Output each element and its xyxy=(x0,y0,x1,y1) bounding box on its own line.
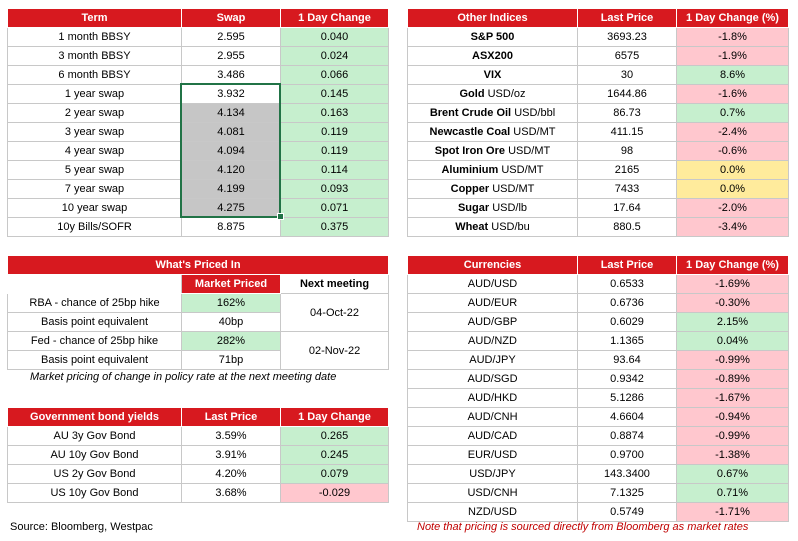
table-row xyxy=(408,85,789,104)
currency-price[interactable]: 0.8874 xyxy=(578,427,677,446)
table-row xyxy=(408,427,789,446)
index-unit: USD/bbl xyxy=(514,107,556,119)
currency-pair[interactable]: USD/JPY xyxy=(408,465,578,484)
currencies-header-pair: Currencies xyxy=(408,256,578,275)
table-row xyxy=(408,142,789,161)
index-price[interactable]: 1644.86 xyxy=(578,85,677,104)
table-row xyxy=(8,332,389,351)
swap-value[interactable]: 2.595 xyxy=(182,28,281,47)
priced-header-meeting: Next meeting xyxy=(281,275,389,294)
currency-change[interactable]: 2.15% xyxy=(677,313,789,332)
priced-in-table xyxy=(7,255,389,370)
index-change[interactable]: -3.4% xyxy=(677,218,789,237)
index-unit: USD/MT xyxy=(492,183,535,195)
currency-pair[interactable]: NZD/USD xyxy=(408,503,578,522)
index-price[interactable]: 86.73 xyxy=(578,104,677,123)
priced-header-market: Market Priced xyxy=(182,275,281,294)
index-name-cell[interactable] xyxy=(408,142,578,161)
currency-pair[interactable]: AUD/EUR xyxy=(408,294,578,313)
currency-price[interactable]: 4.6604 xyxy=(578,408,677,427)
swap-value-selected[interactable]: 4.134 xyxy=(182,104,281,123)
swap-header-swap: Swap xyxy=(182,9,281,28)
currency-change[interactable]: 0.71% xyxy=(677,484,789,503)
index-unit: USD/oz xyxy=(487,88,526,100)
index-price[interactable]: 2165 xyxy=(578,161,677,180)
index-name: Sugar xyxy=(457,202,490,214)
currency-pair[interactable]: USD/CNH xyxy=(408,484,578,503)
currency-price[interactable]: 7.1325 xyxy=(578,484,677,503)
bond-header-change: 1 Day Change xyxy=(281,408,389,427)
swap-change[interactable]: 0.114 xyxy=(281,161,389,180)
index-price[interactable]: 98 xyxy=(578,142,677,161)
swap-value-selected[interactable]: 4.199 xyxy=(182,180,281,199)
bond-price[interactable]: 3.59% xyxy=(182,427,281,446)
swap-change[interactable]: 0.040 xyxy=(281,28,389,47)
bond-name[interactable]: AU 10y Gov Bond xyxy=(8,446,182,465)
table-row xyxy=(408,408,789,427)
index-change[interactable]: -2.0% xyxy=(677,199,789,218)
indices-header-name: Other Indices xyxy=(408,9,578,28)
table-row xyxy=(8,465,389,484)
index-price[interactable]: 411.15 xyxy=(578,123,677,142)
swap-change[interactable]: 0.024 xyxy=(281,47,389,66)
currency-change[interactable]: -1.38% xyxy=(677,446,789,465)
index-name: Spot Iron Ore xyxy=(434,145,506,157)
table-row xyxy=(8,161,389,180)
priced-title-row xyxy=(8,256,389,275)
bond-name[interactable]: AU 3y Gov Bond xyxy=(8,427,182,446)
index-price[interactable]: 17.64 xyxy=(578,199,677,218)
index-name-cell[interactable] xyxy=(408,199,578,218)
priced-value[interactable]: 162% xyxy=(182,294,281,313)
table-row xyxy=(8,446,389,465)
table-row xyxy=(408,199,789,218)
table-row xyxy=(408,275,789,294)
table-row xyxy=(408,370,789,389)
currency-change[interactable]: -1.67% xyxy=(677,389,789,408)
swap-value[interactable]: 2.955 xyxy=(182,47,281,66)
currency-pair[interactable]: EUR/USD xyxy=(408,446,578,465)
priced-label[interactable]: RBA - chance of 25bp hike xyxy=(8,294,182,313)
index-unit: USD/MT xyxy=(513,126,556,138)
swap-header-row xyxy=(8,9,389,28)
swap-header-term: Term xyxy=(8,9,182,28)
currencies-header-row xyxy=(408,256,789,275)
currency-pair[interactable]: AUD/JPY xyxy=(408,351,578,370)
index-name: Brent Crude Oil xyxy=(429,107,512,119)
currency-change[interactable]: -1.71% xyxy=(677,503,789,522)
disclaimer-note: Note that pricing is sourced directly from Bloomberg as market rates xyxy=(417,521,749,533)
currency-pair[interactable]: AUD/GBP xyxy=(408,313,578,332)
currency-price[interactable]: 143.3400 xyxy=(578,465,677,484)
index-price[interactable]: 7433 xyxy=(578,180,677,199)
bond-change[interactable]: 0.079 xyxy=(281,465,389,484)
priced-header-row xyxy=(8,275,389,294)
other-indices-table xyxy=(407,8,789,237)
currency-change[interactable]: 0.67% xyxy=(677,465,789,484)
index-name: S&P 500 xyxy=(470,31,515,43)
bond-header-name: Government bond yields xyxy=(8,408,182,427)
index-price[interactable]: 3693.23 xyxy=(578,28,677,47)
table-row xyxy=(8,47,389,66)
index-unit: USD/MT xyxy=(508,145,551,157)
index-name: Wheat xyxy=(455,221,489,233)
currency-pair[interactable]: AUD/SGD xyxy=(408,370,578,389)
priced-label[interactable]: Fed - chance of 25bp hike xyxy=(8,332,182,351)
bond-price[interactable]: 3.68% xyxy=(182,484,281,503)
index-unit: USD/MT xyxy=(501,164,544,176)
table-row xyxy=(8,66,389,85)
index-change[interactable]: 8.6% xyxy=(677,66,789,85)
currencies-header-change: 1 Day Change (%) xyxy=(677,256,789,275)
table-row xyxy=(408,332,789,351)
table-row xyxy=(408,294,789,313)
table-row xyxy=(8,484,389,503)
swap-header-change: 1 Day Change xyxy=(281,9,389,28)
bond-price[interactable]: 3.91% xyxy=(182,446,281,465)
index-name-cell[interactable] xyxy=(408,28,578,47)
swap-change[interactable]: 0.375 xyxy=(281,218,389,237)
table-row xyxy=(408,503,789,522)
swap-change[interactable]: 0.119 xyxy=(281,142,389,161)
currency-change[interactable]: -0.99% xyxy=(677,351,789,370)
table-row xyxy=(8,28,389,47)
swap-table xyxy=(7,8,389,237)
fill-handle[interactable] xyxy=(277,213,284,220)
table-row xyxy=(8,85,389,104)
rba-meeting-date[interactable]: 04-Oct-22 xyxy=(281,294,389,332)
priced-note: Market pricing of change in policy rate at the next meeting date xyxy=(30,371,337,383)
bond-name[interactable]: US 2y Gov Bond xyxy=(8,465,182,484)
swap-term[interactable]: 4 year swap xyxy=(8,142,182,161)
table-row xyxy=(408,218,789,237)
table-row xyxy=(408,47,789,66)
currency-price[interactable]: 0.6736 xyxy=(578,294,677,313)
swap-term[interactable]: 3 month BBSY xyxy=(8,47,182,66)
swap-value-selected[interactable]: 4.081 xyxy=(182,123,281,142)
table-row xyxy=(408,104,789,123)
currency-price[interactable]: 0.6533 xyxy=(578,275,677,294)
index-unit: USD/bu xyxy=(491,221,530,233)
swap-value-selected[interactable]: 4.094 xyxy=(182,142,281,161)
currency-change[interactable]: -0.30% xyxy=(677,294,789,313)
currencies-header-price: Last Price xyxy=(578,256,677,275)
bond-change[interactable]: -0.029 xyxy=(281,484,389,503)
currency-price[interactable]: 93.64 xyxy=(578,351,677,370)
swap-value[interactable]: 3.486 xyxy=(182,66,281,85)
index-name: VIX xyxy=(483,69,502,81)
table-row xyxy=(8,294,389,313)
source-note: Source: Bloomberg, Westpac xyxy=(10,521,153,533)
currency-pair[interactable]: AUD/NZD xyxy=(408,332,578,351)
index-name: ASX200 xyxy=(472,50,513,62)
index-change[interactable]: -2.4% xyxy=(677,123,789,142)
swap-term[interactable]: 5 year swap xyxy=(8,161,182,180)
swap-term[interactable]: 1 month BBSY xyxy=(8,28,182,47)
swap-term[interactable]: 3 year swap xyxy=(8,123,182,142)
currency-price[interactable]: 0.9342 xyxy=(578,370,677,389)
swap-change[interactable]: 0.119 xyxy=(281,123,389,142)
index-name-cell[interactable] xyxy=(408,218,578,237)
priced-value[interactable]: 71bp xyxy=(182,351,281,370)
bond-header-row xyxy=(8,408,389,427)
table-row xyxy=(8,180,389,199)
table-row xyxy=(408,465,789,484)
priced-header-blank xyxy=(8,275,182,294)
swap-change[interactable]: 0.145 xyxy=(281,85,389,104)
index-name: Aluminium xyxy=(441,164,499,176)
currency-change[interactable]: -0.89% xyxy=(677,370,789,389)
swap-change[interactable]: 0.093 xyxy=(281,180,389,199)
bond-yields-table xyxy=(7,407,389,503)
swap-term[interactable]: 10 year swap xyxy=(8,199,182,218)
index-name-cell[interactable] xyxy=(408,161,578,180)
table-row xyxy=(408,389,789,408)
currency-pair[interactable]: AUD/CNH xyxy=(408,408,578,427)
table-row xyxy=(408,66,789,85)
index-change[interactable]: 0.0% xyxy=(677,161,789,180)
currency-price[interactable]: 1.1365 xyxy=(578,332,677,351)
swap-change[interactable]: 0.163 xyxy=(281,104,389,123)
index-change[interactable]: -1.9% xyxy=(677,47,789,66)
table-row xyxy=(8,427,389,446)
index-name-cell[interactable] xyxy=(408,104,578,123)
bond-header-price: Last Price xyxy=(182,408,281,427)
swap-value-selected[interactable]: 4.275 xyxy=(182,199,281,218)
indices-header-row xyxy=(408,9,789,28)
index-name: Copper xyxy=(450,183,490,195)
priced-value[interactable]: 40bp xyxy=(182,313,281,332)
index-change[interactable]: -1.8% xyxy=(677,28,789,47)
currency-change[interactable]: -1.69% xyxy=(677,275,789,294)
index-change[interactable]: 0.7% xyxy=(677,104,789,123)
swap-term[interactable]: 7 year swap xyxy=(8,180,182,199)
table-row xyxy=(408,484,789,503)
swap-term[interactable]: 6 month BBSY xyxy=(8,66,182,85)
index-change[interactable]: 0.0% xyxy=(677,180,789,199)
swap-change[interactable]: 0.066 xyxy=(281,66,389,85)
index-name-cell[interactable] xyxy=(408,123,578,142)
index-price[interactable]: 30 xyxy=(578,66,677,85)
currency-change[interactable]: -0.99% xyxy=(677,427,789,446)
table-row xyxy=(408,446,789,465)
indices-header-change: 1 Day Change (%) xyxy=(677,9,789,28)
bond-price[interactable]: 4.20% xyxy=(182,465,281,484)
table-row xyxy=(408,351,789,370)
index-change[interactable]: -0.6% xyxy=(677,142,789,161)
table-row xyxy=(408,161,789,180)
index-price[interactable]: 6575 xyxy=(578,47,677,66)
priced-label[interactable]: Basis point equivalent xyxy=(8,313,182,332)
bond-change[interactable]: 0.245 xyxy=(281,446,389,465)
currency-pair[interactable]: AUD/USD xyxy=(408,275,578,294)
index-name: Gold xyxy=(459,88,485,100)
currency-pair[interactable]: AUD/HKD xyxy=(408,389,578,408)
table-row xyxy=(408,180,789,199)
table-row xyxy=(408,123,789,142)
swap-term[interactable]: 2 year swap xyxy=(8,104,182,123)
swap-value-selected[interactable]: 4.120 xyxy=(182,161,281,180)
table-row xyxy=(8,218,389,237)
priced-value[interactable]: 282% xyxy=(182,332,281,351)
indices-header-price: Last Price xyxy=(578,9,677,28)
index-unit: USD/lb xyxy=(492,202,528,214)
currency-price[interactable]: 0.9700 xyxy=(578,446,677,465)
table-row xyxy=(8,104,389,123)
bond-name[interactable]: US 10y Gov Bond xyxy=(8,484,182,503)
index-price[interactable]: 880.5 xyxy=(578,218,677,237)
swap-term[interactable]: 1 year swap xyxy=(8,85,182,104)
priced-title: What's Priced In xyxy=(8,256,389,275)
currency-price[interactable]: 5.1286 xyxy=(578,389,677,408)
currency-change[interactable]: -0.94% xyxy=(677,408,789,427)
currencies-table xyxy=(407,255,789,522)
index-name-cell[interactable] xyxy=(408,66,578,85)
table-row xyxy=(8,199,389,218)
table-row xyxy=(8,123,389,142)
index-name-cell[interactable] xyxy=(408,180,578,199)
table-row xyxy=(8,142,389,161)
index-name: Newcastle Coal xyxy=(429,126,511,138)
priced-label[interactable]: Basis point equivalent xyxy=(8,351,182,370)
table-row xyxy=(408,28,789,47)
index-change[interactable]: -1.6% xyxy=(677,85,789,104)
swap-value-active-cell[interactable]: 3.932 xyxy=(182,85,281,104)
currency-change[interactable]: 0.04% xyxy=(677,332,789,351)
swap-change[interactable]: 0.071 xyxy=(281,199,389,218)
swap-value[interactable]: 8.875 xyxy=(182,218,281,237)
index-name-cell[interactable] xyxy=(408,47,578,66)
swap-term[interactable]: 10y Bills/SOFR xyxy=(8,218,182,237)
index-name-cell[interactable] xyxy=(408,85,578,104)
fed-meeting-date[interactable]: 02-Nov-22 xyxy=(281,332,389,370)
currency-price[interactable]: 0.5749 xyxy=(578,503,677,522)
currency-price[interactable]: 0.6029 xyxy=(578,313,677,332)
currency-pair[interactable]: AUD/CAD xyxy=(408,427,578,446)
table-row xyxy=(408,313,789,332)
bond-change[interactable]: 0.265 xyxy=(281,427,389,446)
